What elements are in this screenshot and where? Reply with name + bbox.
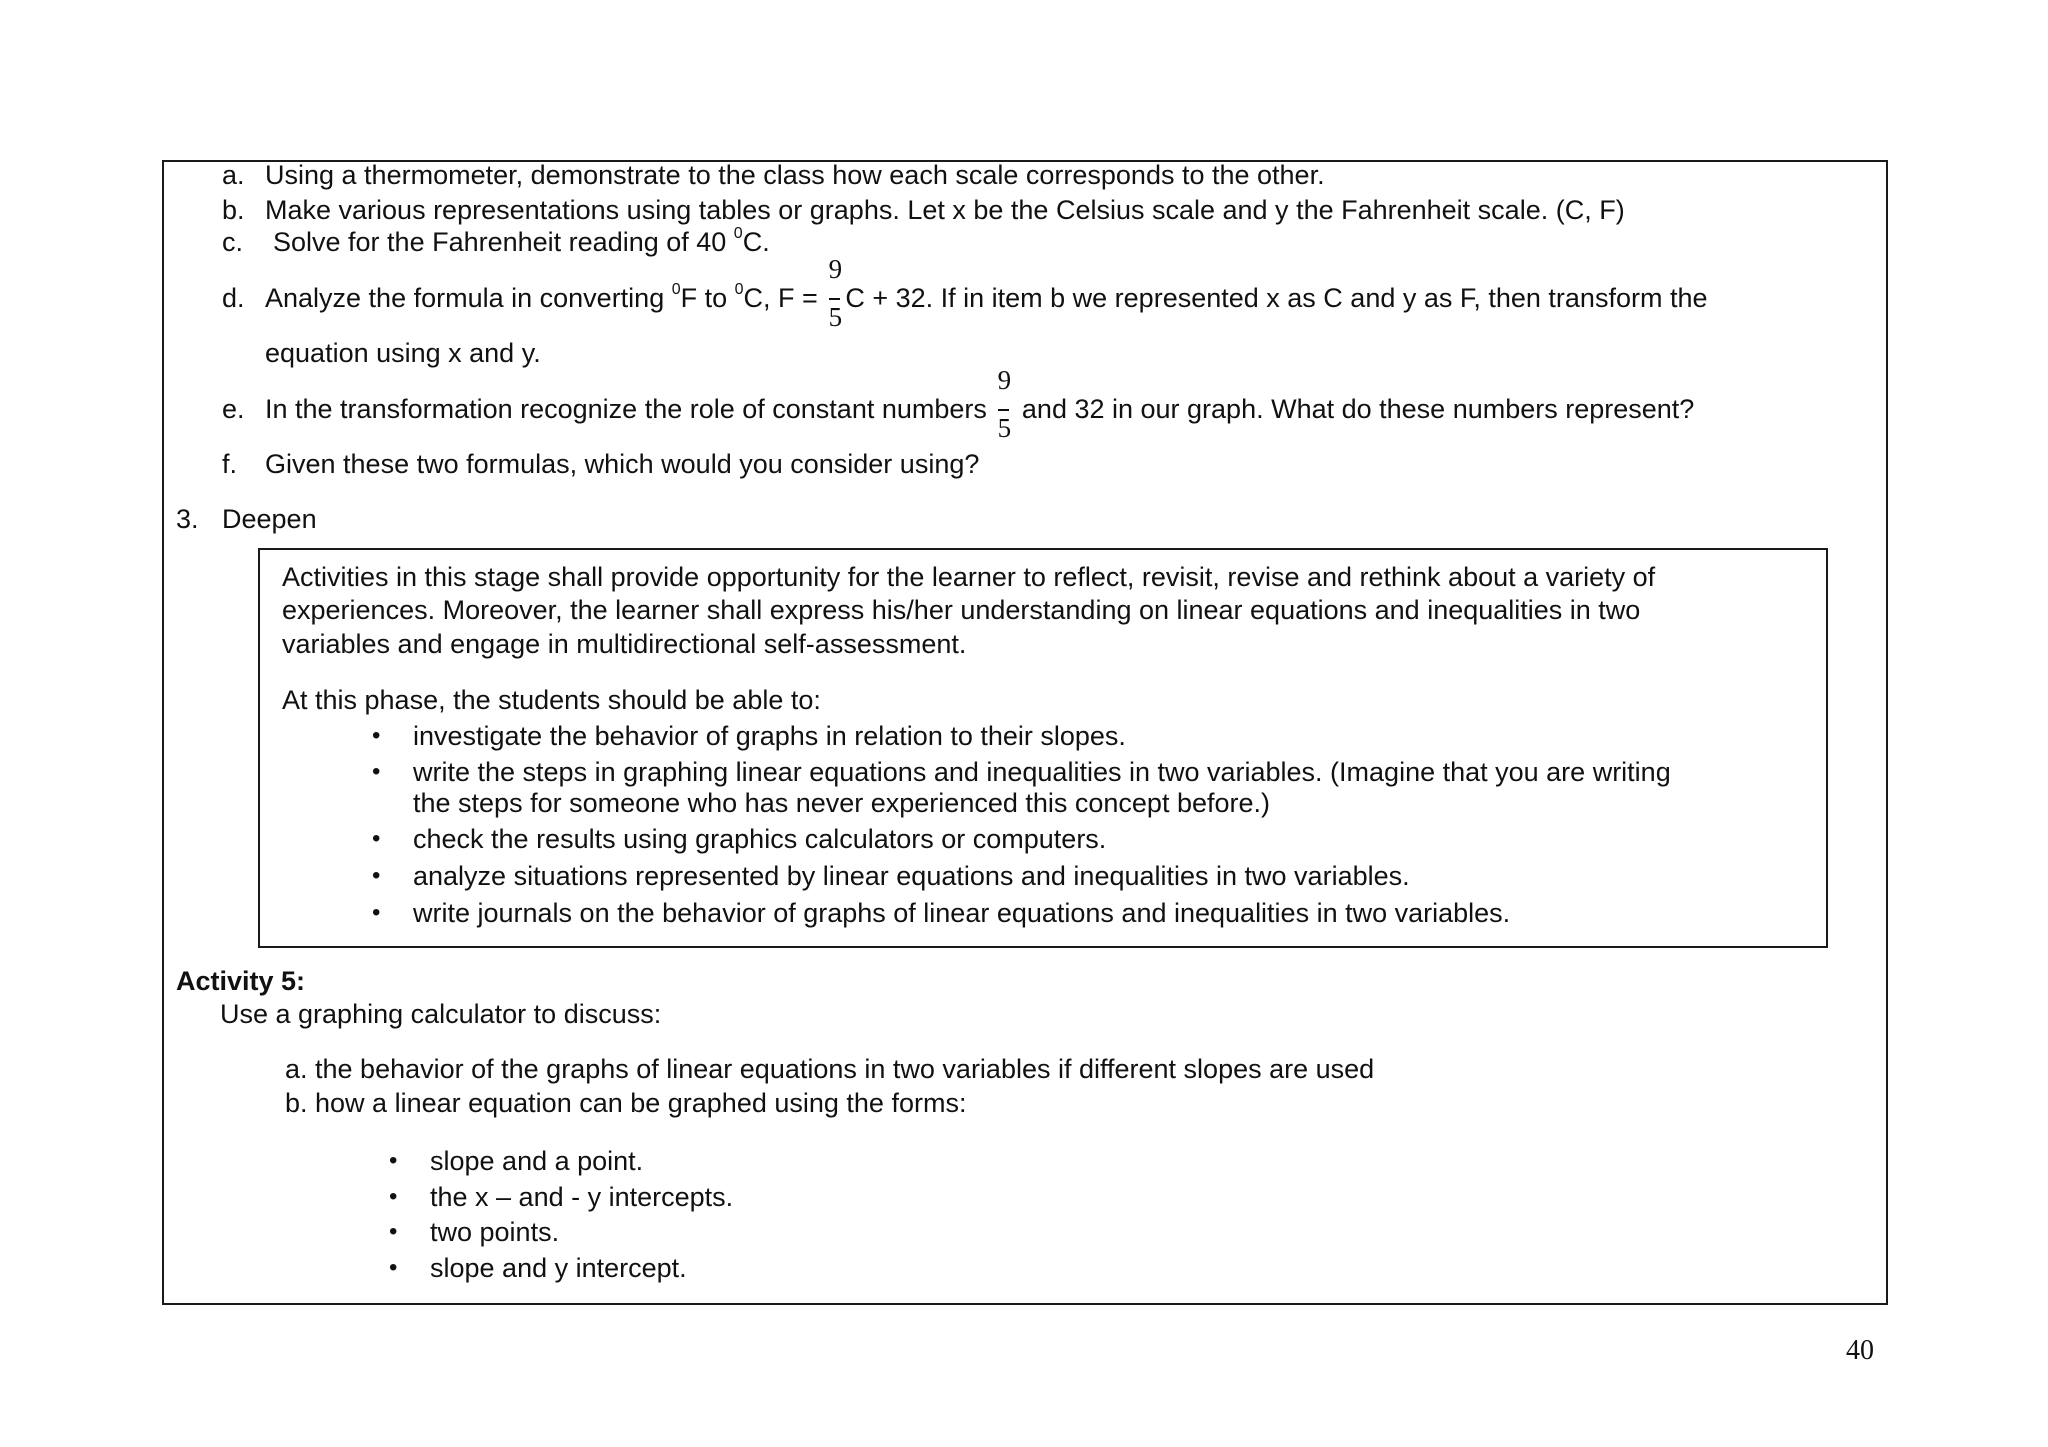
item-a (222, 159, 1325, 191)
item-f-label: f. (222, 449, 238, 479)
fraction-nine-fifths (827, 254, 843, 332)
bullet-glyph: • (372, 722, 381, 749)
item-e-text-2: and 32 in our graph. What do these numbers represent? (1014, 394, 1695, 424)
deepen-bullet-2-continuation: the steps for someone who has never experienced this concept before.) (413, 788, 1270, 818)
item-c-unit: C. (742, 227, 770, 257)
fraction-bar (998, 409, 1009, 411)
deepen-bullet-3: check the results using graphics calculators or computers. (413, 824, 1107, 854)
item-d-text-3: C, F = (743, 283, 826, 313)
item-b (222, 194, 1625, 226)
item-e (222, 365, 1695, 443)
item-c-text: Solve for the Fahrenheit reading of 40 (273, 227, 734, 257)
fraction-numerator: 9 (828, 254, 843, 284)
item-d-text-2: F to (680, 283, 735, 313)
item-d-text-1: Analyze the formula in converting (265, 283, 672, 313)
deepen-bullet-1: investigate the behavior of graphs in relation to their slopes. (413, 721, 1126, 751)
bullet-glyph: • (389, 1218, 398, 1245)
item-f-text: Given these two formulas, which would you consider using? (265, 449, 980, 479)
fraction-denominator: 5 (828, 302, 843, 332)
degree-superscript: 0 (671, 281, 681, 298)
fraction-denominator: 5 (997, 413, 1012, 443)
deepen-bullet-2: write the steps in graphing linear equations and inequalities in two variables. (Imagine that you are writing (413, 757, 1671, 787)
bullet-glyph: • (389, 1254, 398, 1281)
form-item-4: slope and y intercept. (430, 1253, 687, 1283)
fraction-bar (829, 298, 840, 300)
box-paragraph-line-1: Activities in this stage shall provide opportunity for the learner to reflect, revisit, revise and rethink about a variety of (282, 562, 1656, 592)
activity-heading: Activity 5: (176, 966, 306, 996)
item-a-label: a. (222, 160, 245, 190)
fraction-numerator: 9 (997, 365, 1012, 395)
deepen-bullet-4: analyze situations represented by linear equations and inequalities in two variables. (413, 861, 1410, 891)
bullet-glyph: • (372, 825, 381, 852)
item-e-text-1: In the transformation recognize the role of constant numbers (265, 394, 995, 424)
section-deepen-heading (176, 503, 317, 535)
item-b-text: Make various representations using tables or graphs. Let x be the Celsius scale and y the Fahrenheit scale. (C, F) (265, 195, 1625, 225)
section-title: Deepen (222, 504, 317, 534)
item-c (222, 226, 770, 258)
form-item-1: slope and a point. (430, 1146, 644, 1176)
item-e-label: e. (222, 394, 245, 424)
box-paragraph-line-3: variables and engage in multidirectional self-assessment. (282, 629, 967, 659)
deepen-bullet-5: write journals on the behavior of graphs of linear equations and inequalities in two variables. (413, 898, 1511, 928)
item-f (222, 448, 979, 480)
box-paragraph-line-2: experiences. Moreover, the learner shall express his/her understanding on linear equations and inequalities in two (282, 595, 1641, 625)
bullet-glyph: • (389, 1147, 398, 1174)
degree-superscript: 0 (733, 225, 743, 242)
phase-intro: At this phase, the students should be able to: (282, 685, 821, 715)
bullet-glyph: • (372, 899, 381, 926)
item-d-label: d. (222, 283, 245, 313)
item-d (222, 254, 1708, 332)
form-item-3: two points. (430, 1217, 560, 1247)
form-item-2: the x – and - y intercepts. (430, 1182, 734, 1212)
item-c-label: c. (222, 227, 244, 257)
activity-intro: Use a graphing calculator to discuss: (220, 999, 662, 1029)
item-b-label: b. (222, 195, 245, 225)
page-number: 40 (1846, 1335, 1874, 1366)
bullet-glyph: • (389, 1183, 398, 1210)
activity-item-a: a. the behavior of the graphs of linear equations in two variables if different slopes are used (285, 1054, 1375, 1084)
item-a-text: Using a thermometer, demonstrate to the class how each scale corresponds to the other. (265, 160, 1325, 190)
section-number: 3. (176, 504, 199, 534)
bullet-glyph: • (372, 862, 381, 889)
fraction-nine-fifths (996, 365, 1012, 443)
degree-superscript: 0 (734, 281, 744, 298)
item-d-continuation: equation using x and y. (265, 338, 541, 368)
activity-item-b: b. how a linear equation can be graphed using the forms: (285, 1088, 967, 1118)
item-d-text-4: C + 32. If in item b we represented x as C and y as F, then transform the (845, 283, 1708, 313)
bullet-glyph: • (372, 758, 381, 785)
